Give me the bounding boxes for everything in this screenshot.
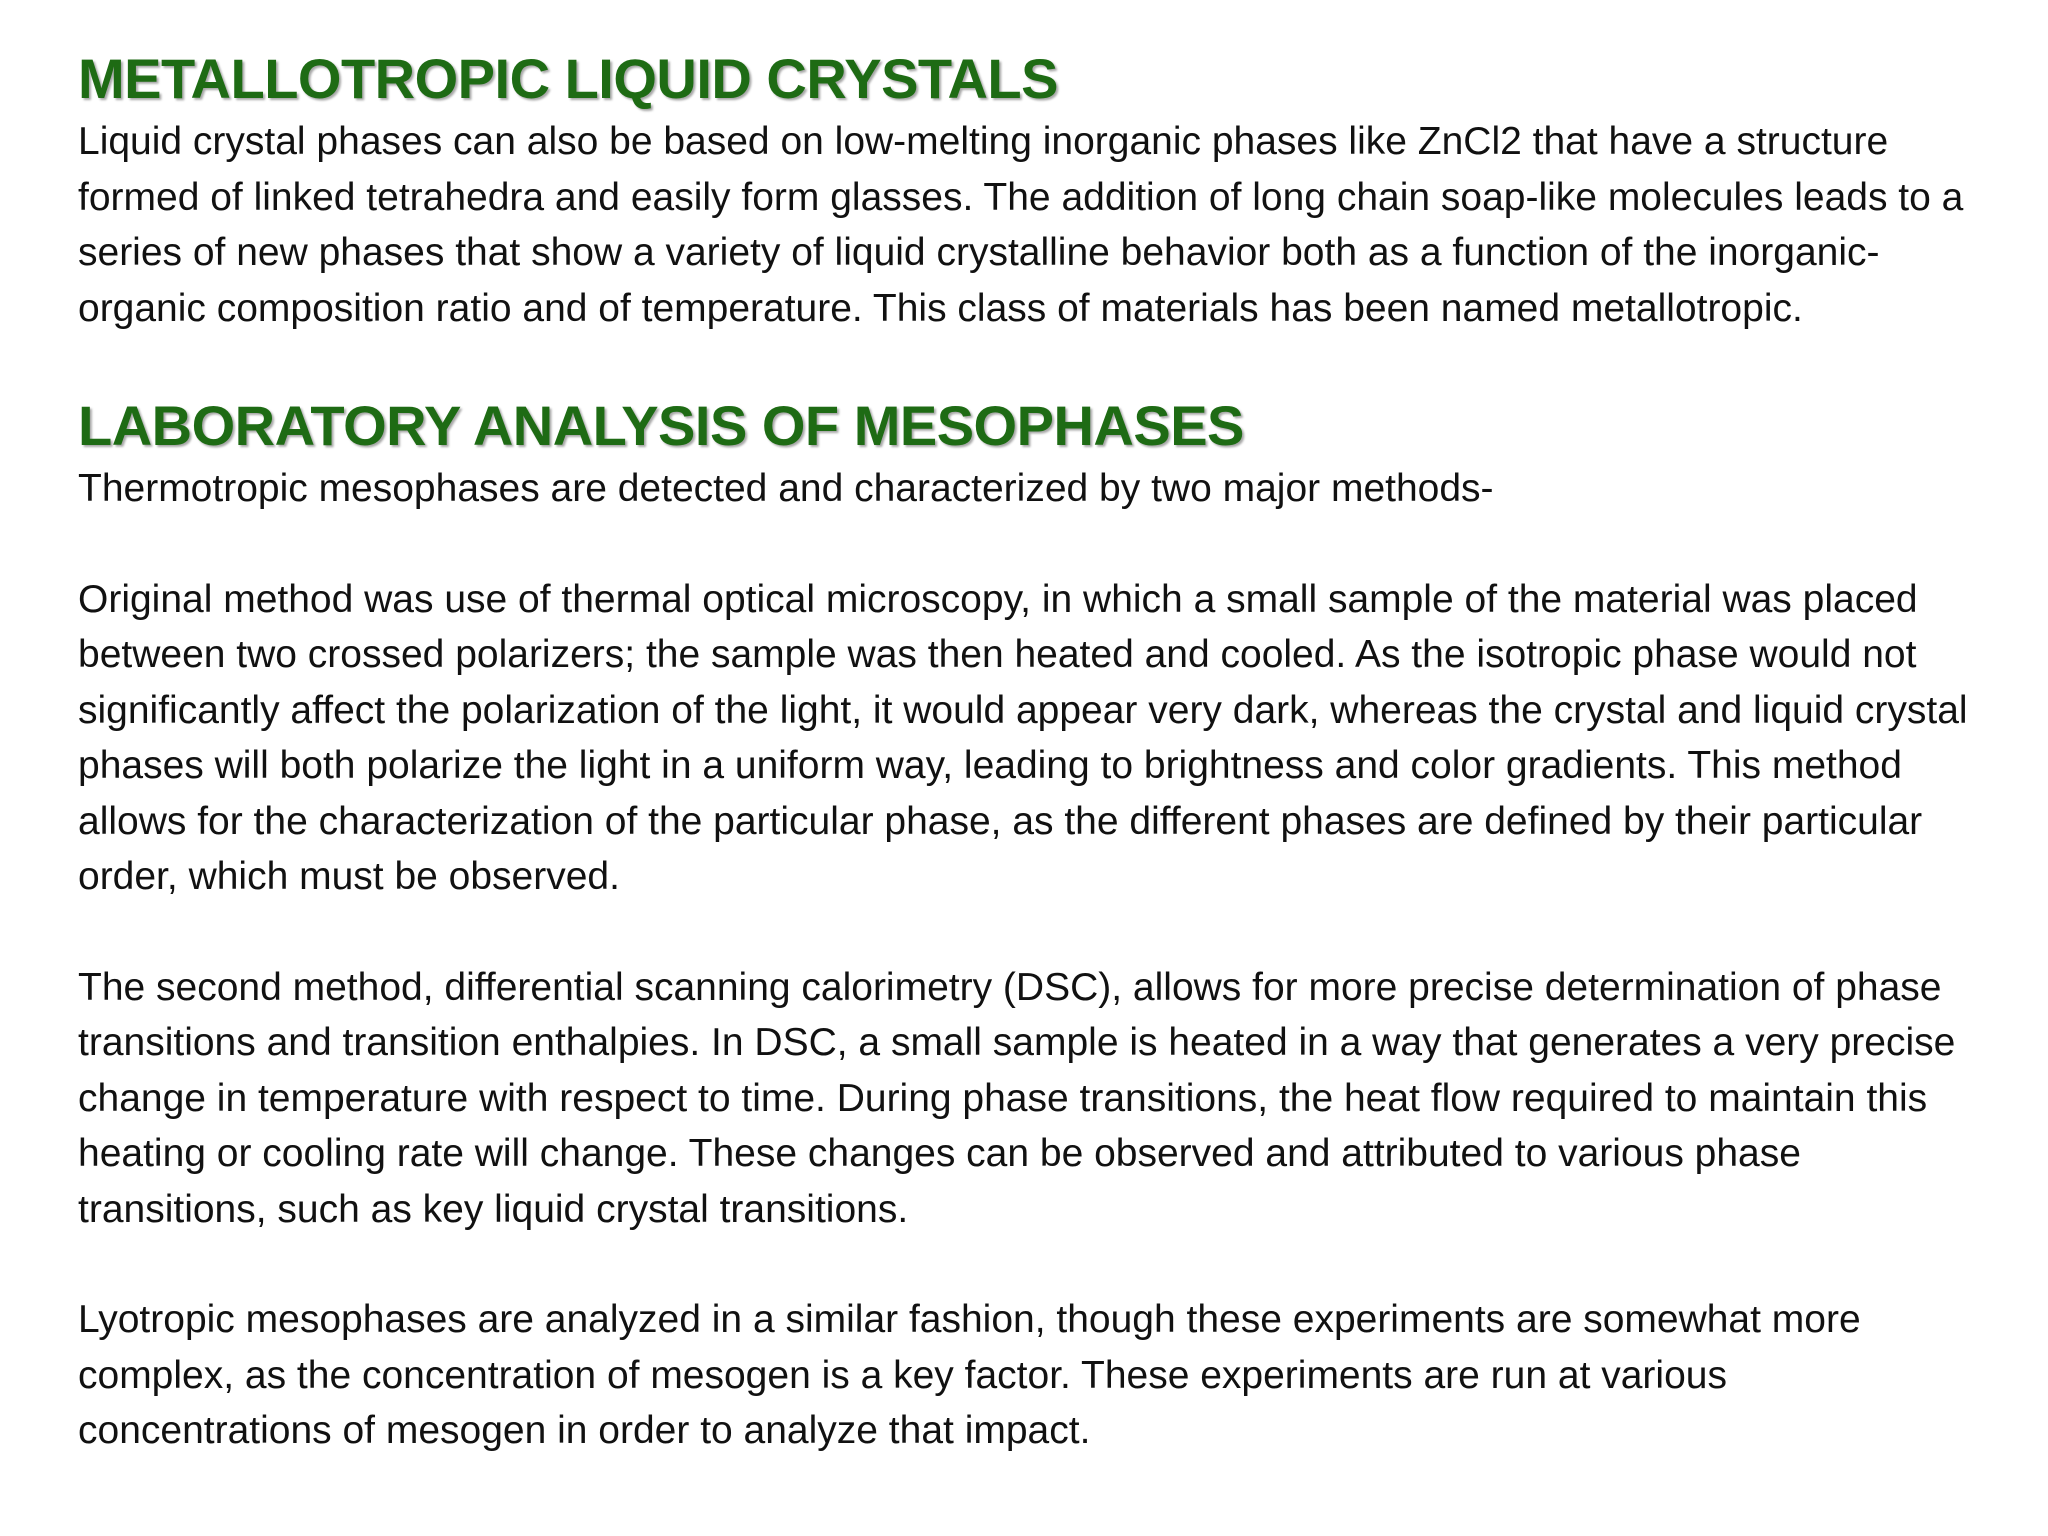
- paragraph-spacer: [78, 905, 1970, 960]
- section-metallotropic: [78, 44, 1970, 336]
- paragraph-optical-microscopy: Original method was use of thermal optical microscopy, in which a small sample of the material was placed between two crossed polarizers; the sample was then heated and cooled. As the isotropic phase would not significantly affect the polarization of the light, it would appear very dark, whereas the crystal and liquid crystal phases will both polarize the light in a uniform way, leading to brightness and color gradients. This method allows for the characterization of the particular phase, as the different phases are defined by their particular order, which must be observed.: [78, 577, 1968, 898]
- paragraph-lyotropic: Lyotropic mesophases are analyzed in a similar fashion, though these experiments are somewhat more complex, as the concentration of mesogen is a key factor. These experiments are run at various concentrations of mesogen in order to analyze that impact.: [78, 1298, 1861, 1452]
- paragraph-spacer: [78, 1237, 1970, 1292]
- section-heading: LABORATORY ANALYSIS OF MESOPHASES: [78, 394, 1244, 457]
- paragraph-spacer: [78, 517, 1970, 572]
- paragraph-dsc: The second method, differential scanning calorimetry (DSC), allows for more precise determination of phase transitions and transition enthalpies. In DSC, a small sample is heated in a way that generates a very precise change in temperature with respect to time. During phase transitions, the heat flow required to maintain this heating or cooling rate will change. These changes can be observed and attributed to various phase transitions, such as key liquid crystal transitions.: [78, 965, 1956, 1231]
- paragraph-intro: Thermotropic mesophases are detected and characterized by two major methods-: [78, 467, 1494, 510]
- section-heading: METALLOTROPIC LIQUID CRYSTALS: [78, 47, 1058, 110]
- section-laboratory-analysis: [78, 391, 1970, 1459]
- paragraph-metallotropic: Liquid crystal phases can also be based on low-melting inorganic phases like ZnCl2 that have a structure formed of linked tetrahedra and easily form glasses. The addition of long chain soap-like molecules leads to a series of new phases that show a variety of liquid crystalline behavior both as a function of the inorganic-organic composition ratio and of temperature. This class of materials has been named metallotropic.: [78, 120, 1964, 330]
- section-spacer: [78, 336, 1970, 391]
